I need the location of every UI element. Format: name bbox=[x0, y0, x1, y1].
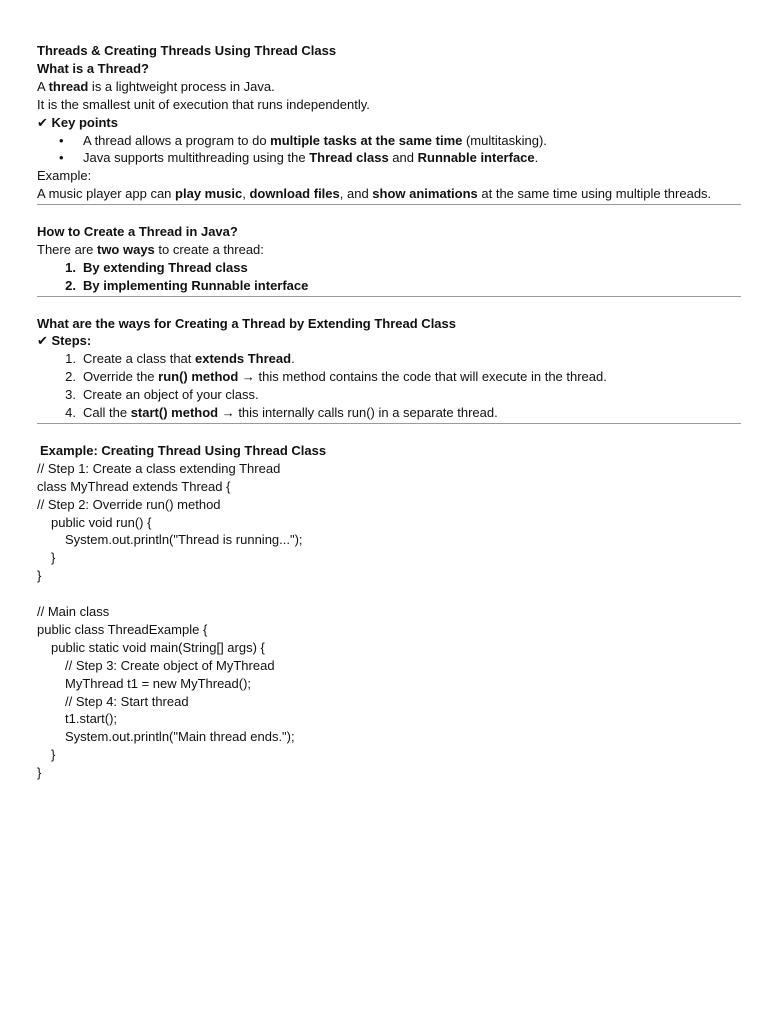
document-page bbox=[37, 42, 741, 782]
heading-example-code: Example: Creating Thread Using Thread Class bbox=[40, 442, 327, 458]
example-label: Example: bbox=[37, 168, 92, 184]
code-line: // Step 3: Create object of MyThread bbox=[65, 657, 275, 673]
code-line: } bbox=[51, 747, 56, 763]
code-line: } bbox=[51, 550, 56, 566]
code-line: System.out.println("Main thread ends."); bbox=[65, 729, 295, 745]
spacer bbox=[37, 205, 741, 223]
heading-how-to-create: How to Create a Thread in Java? bbox=[37, 224, 238, 240]
code-line: public void run() { bbox=[51, 514, 152, 530]
bullet-icon: • bbox=[59, 150, 64, 166]
document-title: Threads & Creating Threads Using Thread Class bbox=[37, 43, 337, 58]
code-line: // Main class bbox=[37, 604, 110, 620]
code-line: } bbox=[37, 765, 42, 781]
code-line: } bbox=[37, 568, 42, 584]
bullet-item-multithreading: • Java supports multithreading using the Thread class and Runnable interface. bbox=[59, 150, 539, 166]
bullet-icon: • bbox=[59, 132, 64, 148]
code-line: System.out.println("Thread is running..."); bbox=[65, 532, 303, 548]
paragraph-definition: A thread is a lightweight process in Java. bbox=[37, 78, 275, 94]
code-line: // Step 4: Start thread bbox=[65, 693, 189, 709]
example-paragraph: A music player app can play music, download files, and show animations at the same time using multiple threads. bbox=[37, 186, 712, 202]
code-line: // Step 1: Create a class extending Thread bbox=[37, 460, 281, 476]
bullet-item-multitasking: • A thread allows a program to do multiple tasks at the same time (multitasking). bbox=[59, 132, 547, 148]
spacer bbox=[37, 424, 741, 442]
code-line: public class ThreadExample { bbox=[37, 621, 208, 637]
code-line: t1.start(); bbox=[65, 711, 118, 727]
steps-heading: ✔ Steps: bbox=[37, 333, 92, 349]
code-block bbox=[37, 460, 741, 782]
step-item-2: 2. Override the run() method → this method contains the code that will execute in the thread. bbox=[65, 369, 607, 385]
paragraph-two-ways: There are two ways to create a thread: bbox=[37, 241, 264, 257]
code-line bbox=[37, 585, 741, 603]
numbered-item-extending: 1. By extending Thread class bbox=[65, 259, 248, 275]
numbered-item-implementing: 2. By implementing Runnable interface bbox=[65, 277, 309, 293]
step-item-3: 3. Create an object of your class. bbox=[65, 387, 259, 403]
step-item-4: 4. Call the start() method → this internally calls run() in a separate thread. bbox=[65, 405, 498, 421]
code-line: MyThread t1 = new MyThread(); bbox=[65, 675, 252, 691]
paragraph-smallest-unit: It is the smallest unit of execution that runs independently. bbox=[37, 96, 370, 112]
step-item-1: 1. Create a class that extends Thread. bbox=[65, 351, 295, 367]
spacer bbox=[37, 297, 741, 315]
code-line: class MyThread extends Thread { bbox=[37, 478, 231, 494]
code-line: // Step 2: Override run() method bbox=[37, 496, 221, 512]
heading-ways-extending: What are the ways for Creating a Thread by Extending Thread Class bbox=[37, 315, 456, 331]
heading-what-is-thread: What is a Thread? bbox=[37, 60, 149, 76]
code-line: public static void main(String[] args) { bbox=[51, 639, 265, 655]
key-points-heading: ✔ Key points bbox=[37, 114, 118, 130]
